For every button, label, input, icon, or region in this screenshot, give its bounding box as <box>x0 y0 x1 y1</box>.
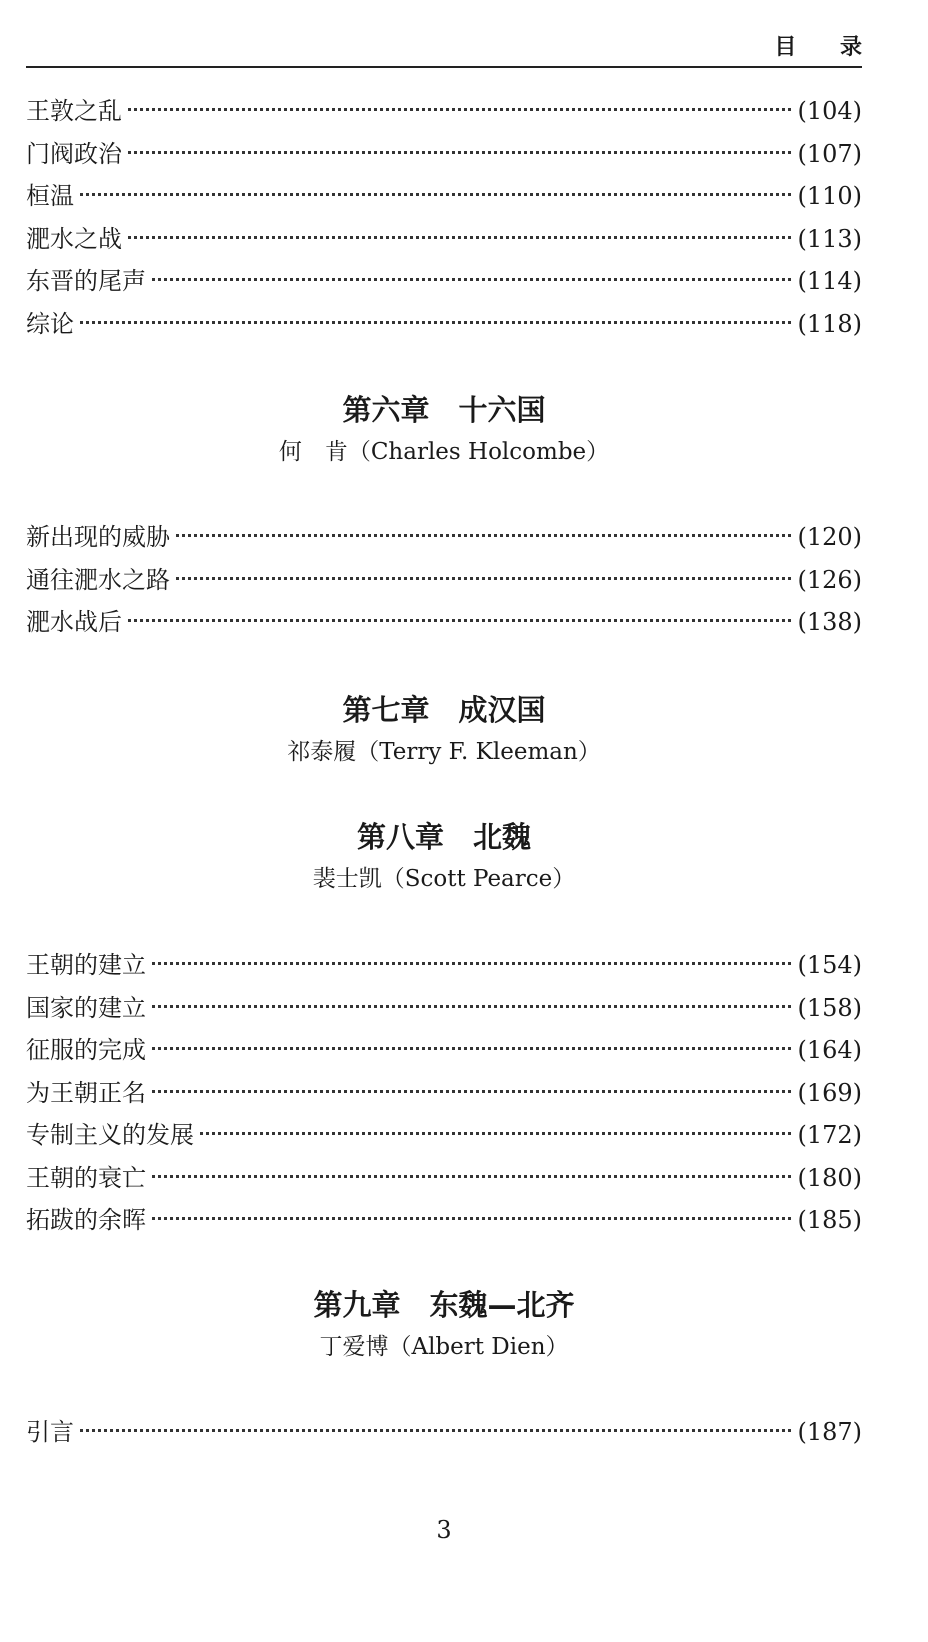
toc-entry-page: (169) <box>797 1078 862 1107</box>
dot-leader <box>152 962 791 965</box>
toc-entry[interactable] <box>26 260 862 303</box>
toc-entry-page: (164) <box>797 1036 862 1064</box>
dot-leader <box>152 278 791 281</box>
toc-entry[interactable] <box>26 559 862 602</box>
chapter-title: 第九章 东魏—北齐 <box>313 1288 575 1322</box>
toc-entry-title: 引言 <box>26 1418 74 1446</box>
toc-entry-title: 专制主义的发展 <box>26 1121 194 1149</box>
toc-entry[interactable] <box>26 175 862 218</box>
dot-leader <box>152 1175 791 1178</box>
toc-entry-page: (185) <box>797 1206 862 1234</box>
dot-leader <box>128 108 791 111</box>
toc-entry-title: 淝水之战 <box>26 224 122 253</box>
toc-entry[interactable] <box>26 1072 862 1115</box>
toc-list-northern-wei <box>26 944 862 1242</box>
toc-entry-title: 通往淝水之路 <box>26 565 170 594</box>
dot-leader <box>80 321 791 324</box>
toc-entry-title: 东晋的尾声 <box>26 267 146 295</box>
dot-leader <box>128 236 791 239</box>
toc-entry-title: 拓跋的余晖 <box>26 1206 146 1234</box>
toc-entry-title: 为王朝正名 <box>26 1078 146 1107</box>
toc-entry-title: 征服的完成 <box>26 1036 146 1064</box>
toc-entry-page: (113) <box>797 224 862 253</box>
toc-entry-page: (104) <box>797 97 862 125</box>
chapter-title: 第七章 成汉国 <box>342 693 546 727</box>
toc-entry[interactable] <box>26 601 862 644</box>
toc-entry-page: (110) <box>797 182 862 210</box>
header-title: 目 录 <box>774 35 880 60</box>
toc-entry[interactable] <box>26 1157 862 1200</box>
toc-entry-title: 王敦之乱 <box>26 97 122 125</box>
toc-entry[interactable] <box>26 133 862 176</box>
chapter-author: 何 肯（Charles Holcombe） <box>278 439 610 465</box>
chapter-author: 丁爱博（Albert Dien） <box>319 1334 569 1360</box>
dot-leader <box>152 1047 791 1050</box>
dot-leader <box>80 1429 791 1432</box>
dot-leader <box>152 1090 791 1093</box>
toc-entry[interactable] <box>26 90 862 133</box>
toc-entry-page: (107) <box>797 139 862 168</box>
dot-leader <box>152 1005 791 1008</box>
chapter-author: 祁泰履（Terry F. Kleeman） <box>287 739 601 765</box>
toc-entry[interactable] <box>26 1199 862 1242</box>
toc-entry[interactable] <box>26 218 862 261</box>
toc-entry[interactable] <box>26 1029 862 1072</box>
toc-entry[interactable] <box>26 303 862 346</box>
dot-leader <box>80 193 791 196</box>
toc-entry[interactable] <box>26 944 862 987</box>
dot-leader <box>176 534 791 537</box>
chapter-title: 第六章 十六国 <box>342 393 546 427</box>
toc-entry-page: (158) <box>797 993 862 1022</box>
page-number: 3 <box>436 1516 452 1544</box>
toc-entry-page: (154) <box>797 951 862 979</box>
toc-entry-title: 王朝的衰亡 <box>26 1163 146 1192</box>
dot-leader <box>128 151 791 154</box>
chapter-heading <box>0 690 888 768</box>
toc-list-eastern-wei <box>26 1411 862 1454</box>
toc-entry-title: 综论 <box>26 309 74 338</box>
toc-entry-page: (126) <box>797 565 862 594</box>
dot-leader <box>176 577 791 580</box>
chapter-heading <box>0 390 888 468</box>
running-header <box>26 26 880 68</box>
toc-entry-page: (114) <box>797 267 862 295</box>
chapter-title: 第八章 北魏 <box>356 820 531 854</box>
toc-entry-page: (172) <box>797 1121 862 1149</box>
toc-entry-page: (120) <box>797 523 862 551</box>
toc-entry[interactable] <box>26 516 862 559</box>
toc-entry-title: 王朝的建立 <box>26 951 146 979</box>
chapter-author: 裴士凯（Scott Pearce） <box>312 866 576 892</box>
toc-entry-title: 新出现的威胁 <box>26 523 170 551</box>
dot-leader <box>152 1217 791 1220</box>
toc-entry-title: 国家的建立 <box>26 993 146 1022</box>
toc-entry-page: (138) <box>797 608 862 636</box>
toc-entry-page: (118) <box>797 309 862 338</box>
dot-leader <box>128 619 791 622</box>
toc-entry-title: 淝水战后 <box>26 608 122 636</box>
toc-entry-title: 门阀政治 <box>26 139 122 168</box>
toc-entry-title: 桓温 <box>26 182 74 210</box>
toc-entry[interactable] <box>26 1114 862 1157</box>
toc-entry[interactable] <box>26 1411 862 1454</box>
toc-entry-page: (180) <box>797 1163 862 1192</box>
chapter-heading <box>0 817 888 895</box>
toc-entry[interactable] <box>26 987 862 1030</box>
toc-entry-page: (187) <box>797 1418 862 1446</box>
dot-leader <box>200 1132 791 1135</box>
toc-list-eastern-jin <box>26 90 862 345</box>
toc-list-sixteen-kingdoms <box>26 516 862 644</box>
chapter-heading <box>0 1285 888 1363</box>
